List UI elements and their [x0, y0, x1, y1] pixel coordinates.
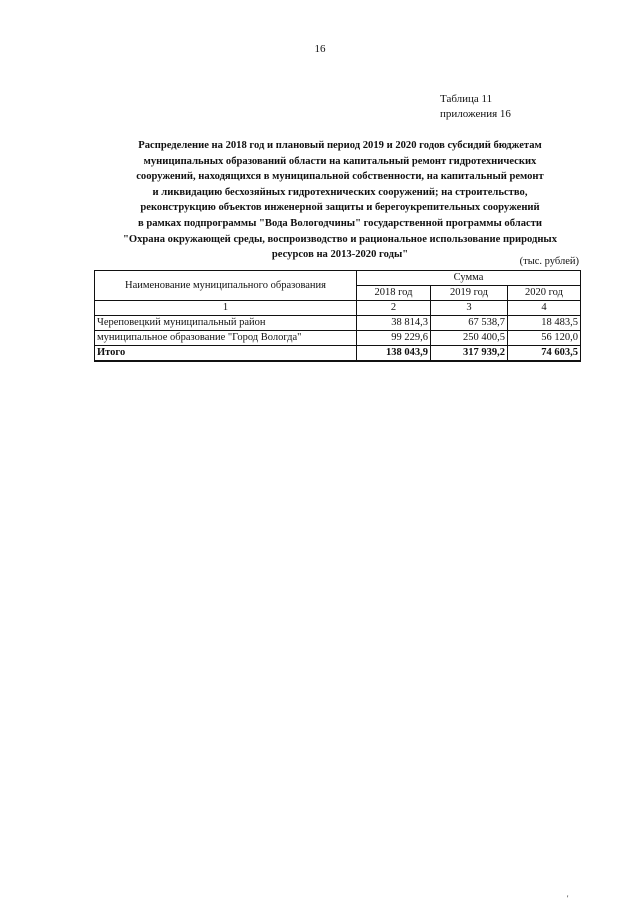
total-value-2019: 317 939,2 — [431, 346, 508, 362]
document-title — [90, 138, 590, 263]
row-value-2020: 18 483,5 — [508, 316, 581, 331]
table-ref-line1: Таблица 11 — [440, 93, 493, 105]
total-label: Итого — [95, 346, 357, 362]
title-line: "Охрана окружающей среды, воспроизводство и рациональное использование природных — [123, 233, 557, 245]
title-line: ресурсов на 2013-2020 годы" — [271, 249, 409, 261]
header-sum: Сумма — [357, 271, 581, 286]
title-line: сооружений, находящихся в муниципальной собственности, на капитальный ремонт — [136, 171, 544, 183]
page-number: 16 — [314, 43, 326, 55]
row-name: Череповецкий муниципальный район — [95, 316, 357, 331]
row-value-2019: 250 400,5 — [431, 331, 508, 346]
header-year-2018: 2018 год — [357, 286, 431, 301]
title-line: реконструкцию объектов инженерной защиты и берегоукрепительных сооружений — [140, 202, 540, 214]
row-value-2020: 56 120,0 — [508, 331, 581, 346]
table-col-numbers-row — [95, 301, 581, 316]
table-row — [95, 316, 581, 331]
title-line: муниципальных образований области на капитальный ремонт гидротехнических — [143, 155, 537, 167]
table-ref-line2: приложения 16 — [440, 108, 511, 120]
table-row — [95, 331, 581, 346]
row-value-2018: 38 814,3 — [357, 316, 431, 331]
row-name: муниципальное образование "Город Вологда" — [95, 331, 357, 346]
header-name: Наименование муниципального образования — [95, 271, 357, 301]
table-header-row — [95, 271, 581, 286]
header-year-2020: 2020 год — [508, 286, 581, 301]
table-reference — [440, 92, 511, 122]
col-number: 2 — [357, 301, 431, 316]
total-value-2018: 138 043,9 — [357, 346, 431, 362]
title-line: в рамках подпрограммы "Вода Вологодчины" государственной программы области — [137, 217, 543, 229]
units-label: (тыс. рублей) — [519, 256, 579, 267]
title-line: и ликвидацию бесхозяйных гидротехнических сооружений; на строительство, — [152, 186, 528, 198]
table-total-row — [95, 346, 581, 362]
col-number: 4 — [508, 301, 581, 316]
col-number: 3 — [431, 301, 508, 316]
row-value-2018: 99 229,6 — [357, 331, 431, 346]
corner-mark: ' — [567, 894, 569, 903]
row-value-2019: 67 538,7 — [431, 316, 508, 331]
col-number: 1 — [95, 301, 357, 316]
total-value-2020: 74 603,5 — [508, 346, 581, 362]
title-line: Распределение на 2018 год и плановый период 2019 и 2020 годов субсидий бюджетам — [138, 140, 542, 151]
header-year-2019: 2019 год — [431, 286, 508, 301]
subsidy-table — [94, 270, 581, 362]
